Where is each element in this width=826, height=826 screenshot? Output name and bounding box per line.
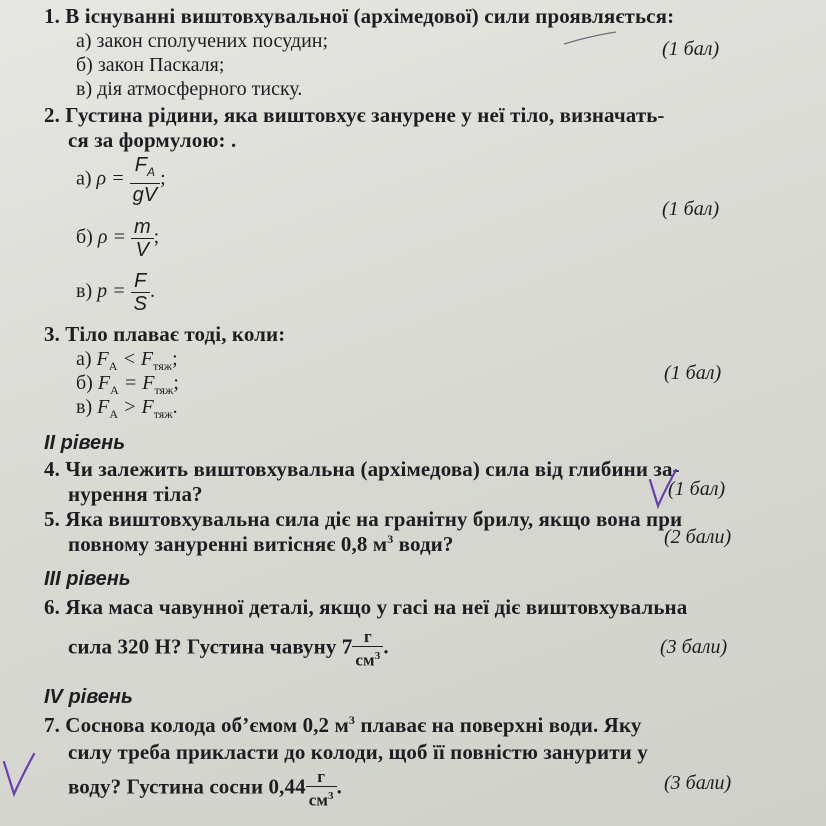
pen-checkmark-q4 <box>640 462 700 522</box>
q2-c-fraction <box>131 270 150 315</box>
q6-unit-sup: 3 <box>374 650 381 662</box>
q2-b-num: m <box>131 216 154 239</box>
q3-b-f: F <box>97 372 111 394</box>
q2-c-end: . <box>149 280 155 303</box>
q2-a-num-sub: A <box>146 165 155 179</box>
q6-line2-a: сила 320 Н? Густина чавуну 7 <box>68 634 353 659</box>
q3-a-f: F <box>96 348 109 370</box>
q2-option-b <box>76 216 159 261</box>
q3-b-end: ; <box>173 372 179 394</box>
q6-unit-num: г <box>352 628 383 647</box>
pen-stroke-mark <box>560 30 620 50</box>
q1-option-b: б) закон Паскаля; <box>76 54 225 76</box>
q3-b-sub: A <box>110 383 119 397</box>
q2-text-line1: 2. Густина рідини, яка виштовхує занурене у неї тіло, визначать- <box>44 103 665 127</box>
level-4-heading: IV рівень <box>44 686 133 708</box>
q3-text: 3. Тіло плаває тоді, коли: <box>44 322 286 346</box>
q1-text: 1. В існуванні виштовхувальної (архімедової) сили проявляється: <box>44 4 675 28</box>
q5-text-line2 <box>68 532 453 557</box>
q5-text-line1: 5. Яка виштовхувальна сила діє на гранітну брилу, якщо вона при <box>44 507 683 531</box>
q3-c-label: в) <box>76 396 93 418</box>
q1-option-c: в) дія атмосферного тиску. <box>76 78 303 100</box>
q6-unit-den: см <box>355 650 375 670</box>
q7-line3-end: . <box>336 774 343 799</box>
q3-a-end: ; <box>172 348 178 370</box>
q2-a-fraction <box>130 154 160 206</box>
q6-line2-end: . <box>383 634 389 659</box>
q2-b-fraction <box>131 216 154 261</box>
level-2-heading: II рівень <box>44 432 126 454</box>
q2-text-line2: ся за формулою: . <box>68 128 237 152</box>
q2-c-den: S <box>133 293 147 315</box>
q2-c-num: F <box>131 270 150 293</box>
q3-c-rel: > F <box>118 396 154 418</box>
q2-option-a <box>76 154 166 206</box>
q2-b-den: V <box>135 239 149 261</box>
q7-text-line2: силу треба прикласти до колоди, щоб її повністю занурити у <box>68 740 648 764</box>
q3-a-label: а) <box>76 348 92 370</box>
q1-option-a: а) закон сполучених посудин; <box>76 30 329 52</box>
q3-a-sub: A <box>108 359 118 373</box>
q2-a-label: а) <box>76 167 92 190</box>
q7-line3-a: воду? Густина сосни 0,44 <box>68 774 306 799</box>
q4-text-line1: 4. Чи залежить виштовхувальна (архімедова) сила від глибини за- <box>44 457 680 481</box>
q3-c-tail: тяж <box>153 407 173 421</box>
level-3-heading: III рівень <box>44 568 131 590</box>
q5-line2-sup: 3 <box>387 532 394 546</box>
q7-text-line1 <box>44 713 641 738</box>
q7-line1-sup: 3 <box>348 713 356 727</box>
q7-unit-fraction <box>306 768 337 810</box>
q3-a-rel: < F <box>117 348 154 370</box>
q2-c-lhs: p = <box>97 280 126 303</box>
q6-text-line2 <box>68 628 389 670</box>
q5-line2-a: повному зануренні витісняє 0,8 м <box>68 532 388 556</box>
q6-points: (3 бали) <box>660 636 728 658</box>
q7-line1-b: плаває на поверхні води. Яку <box>355 713 642 737</box>
q6-text-line1: 6. Яка маса чавунної деталі, якщо у гасі на неї діє виштовхувальна <box>44 595 688 619</box>
q7-unit-num: г <box>306 768 337 787</box>
q7-unit-sup: 3 <box>328 790 334 802</box>
q3-c-f: F <box>97 396 110 418</box>
q3-option-b <box>76 372 179 398</box>
q3-b-rel: = F <box>118 372 155 394</box>
q3-option-a <box>76 348 178 374</box>
q6-unit-fraction <box>352 628 383 670</box>
q3-points: (1 бал) <box>664 362 722 384</box>
q2-a-lhs: ρ = <box>96 167 125 190</box>
q2-a-end: ; <box>160 167 166 190</box>
q2-b-lhs: ρ = <box>97 226 126 249</box>
q3-c-sub: A <box>109 407 118 421</box>
q7-points: (3 бали) <box>664 772 732 794</box>
q3-option-c <box>76 396 178 422</box>
q2-b-label: б) <box>76 226 93 249</box>
q3-c-end: . <box>172 396 178 418</box>
q2-a-den: gV <box>132 184 158 206</box>
pen-checkmark-q7 <box>0 740 50 800</box>
q4-points: (1 бал) <box>668 478 726 500</box>
q5-line2-b: води? <box>393 532 454 556</box>
q3-b-tail: тяж <box>154 383 174 397</box>
q2-points: (1 бал) <box>662 198 720 220</box>
q2-b-end: ; <box>153 226 160 249</box>
q5-points: (2 бали) <box>664 526 732 548</box>
q3-b-label: б) <box>76 372 93 394</box>
q4-text-line2: нурення тіла? <box>68 482 203 506</box>
q2-c-label: в) <box>76 280 93 303</box>
q3-a-tail: тяж <box>153 359 173 373</box>
q7-text-line3 <box>68 768 342 810</box>
q1-points: (1 бал) <box>662 38 720 60</box>
q7-line1-a: 7. Соснова колода об’ємом 0,2 м <box>44 713 349 737</box>
q2-a-num: F <box>134 154 147 176</box>
q7-unit-den: см <box>308 790 329 810</box>
q2-option-c <box>76 270 155 315</box>
